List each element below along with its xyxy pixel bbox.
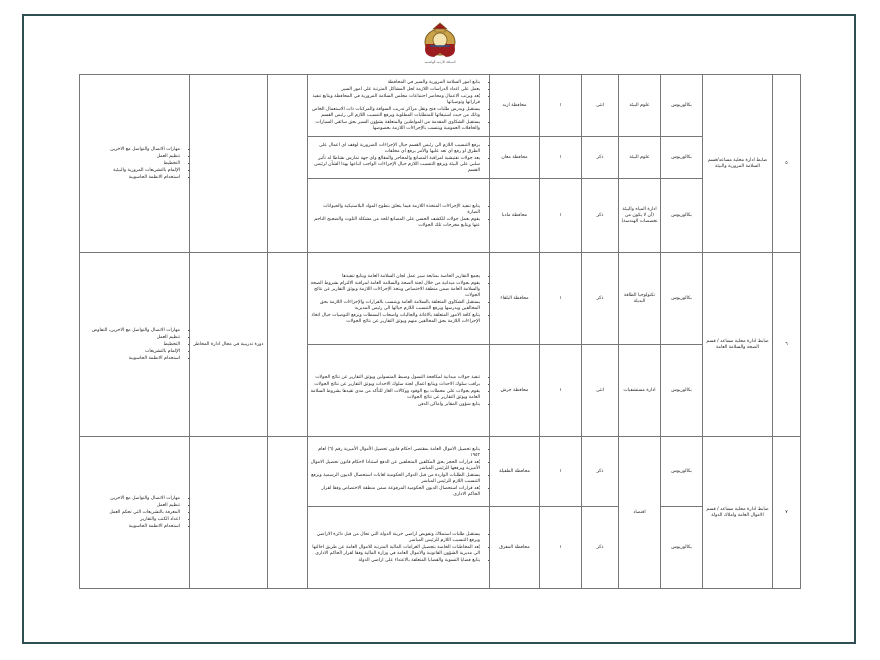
row-number: ٧ bbox=[773, 437, 801, 589]
gender: ذكر bbox=[582, 137, 619, 179]
bullet-list bbox=[310, 531, 487, 564]
list-item: • استخدام الانظمة الحاسوبية bbox=[82, 355, 180, 362]
list-item: • اعداد الكتب والتقارير bbox=[82, 516, 180, 523]
vacancy-count: ١ bbox=[540, 253, 582, 345]
list-item: • يتابع تنفيذ الإجراءات المتخذة اللازمة فيما يتعلق بتطوح المواد البلاستيكية والحيوانات الضارة bbox=[310, 203, 480, 216]
list-item: • التخطيط bbox=[82, 160, 180, 167]
list-item: • مهارات الاتصال والتواصل مع الاخرين، التفاوض bbox=[82, 327, 180, 334]
tasks-cell bbox=[308, 137, 490, 179]
tasks-cell bbox=[308, 507, 490, 589]
field-of-study: علوم البيئة bbox=[619, 75, 661, 137]
bullet-list bbox=[310, 446, 487, 498]
list-item: • يعمل على اعداد الدراسات اللازمة لحل المشاكل المترتبة على امور السير bbox=[310, 86, 480, 93]
bullet-list bbox=[82, 495, 187, 530]
training bbox=[190, 75, 268, 253]
list-item: • يُعد المخاطبات الخاصة بتحصيل الغرامات المالية المترتبة للاموال العامة عن طريق احالتها الى مديرية الشؤون القانونية والاموال العامة في وزارة المالية وفقا لقرار الحاكم الاداري bbox=[310, 544, 480, 557]
list-item: • يُعد ويرتب الاعمال ومحاضر اجتماعات مجلس السلامة المرورية في المحافظة ويتابع تنفيذ قراراتها وتوصياتها bbox=[310, 93, 480, 106]
list-item: • تنفيذ جولات ميدانية لمكافحة التسول وضبط المتسولين ويوثق التقارير عن نتائج الجولات bbox=[310, 374, 480, 381]
bullet-list bbox=[310, 142, 487, 174]
qualification: بكالوريوس bbox=[661, 437, 703, 507]
gender: ذكر bbox=[582, 437, 619, 507]
tasks-cell bbox=[308, 253, 490, 345]
list-item: • يقوم بجولات على محطات بيع الوقود ووكالات الغاز للتأكد من مدى تقيدها بشروط السلامة العامة ويوثق التقارير عن نتائج الجولات bbox=[310, 388, 480, 401]
list-item: • يتابع كافة الامور المتعلقة بالاغاثة والجاليات واصحاب البسطات ويرفع التوصيات حيال اتخاذ الإجراءات اللازمة بحق المخالفين منهم ويوثق التقارير عن نتائج الجولات bbox=[310, 312, 480, 325]
qualification: بكالوريوس bbox=[661, 345, 703, 437]
bullet-list bbox=[310, 273, 487, 325]
list-item: • يتابع شؤون المقابر واماكن الدفن bbox=[310, 401, 480, 408]
list-item: • يُعد قرارات الحجز بحق المكلفين المتخلفين عن الدفع استنادا لاحكام قانون تحصيل الاموال الأميرية ويرفعها للرئيس المباشر bbox=[310, 459, 480, 472]
list-item: • يتابع امور السلامة المرورية والسير في المحافظة bbox=[310, 79, 480, 86]
tasks-cell bbox=[308, 179, 490, 253]
list-item: • استخدام الانظمة الحاسوبية bbox=[82, 174, 180, 181]
list-item: • التخطيط bbox=[82, 341, 180, 348]
list-item: • يستقبل الشكاوى المتعلقة بالسلامة العامة ويتنسب بالقرارات والإجراءات اللازمة بحق المخالفين ويدرسها ويرفع التنسيب اللازم حيالها الى رئيس المديرية bbox=[310, 299, 480, 312]
job-table bbox=[79, 74, 801, 589]
list-item: • يُعد قرارات استحصال الديون الحكومية المرفوعة ضمن منطقة الاختصاص وفقا لقرار الحاكم الاداري bbox=[310, 485, 480, 498]
list-item: • يستقبل الشكاوى المقدمة من المواطنين والمتعلقة بشؤون السير بحق سائقي السيارات والحافلات العمومية ويتنسب بالإجراءات اللازمة بخصوصها bbox=[310, 119, 480, 132]
location: محافظة جرش bbox=[490, 345, 540, 437]
list-item: • الإلمام بالتشريعات bbox=[82, 348, 180, 355]
vacancy-count: ١ bbox=[540, 507, 582, 589]
list-item: • يستقبل ويدرس طلبات فتح ونقل مراكز تدريب السواقة والمركبات ذات الاستعمال الخاص وذلك من حيث استيفائها للمتطلبات المطلوبة ويرفع التنسيب اللازم الى رئيس القسم bbox=[310, 106, 480, 119]
list-item: • تنظيم العمل bbox=[82, 502, 180, 509]
location: محافظة البلقاء bbox=[490, 253, 540, 345]
table-row bbox=[80, 75, 801, 137]
qualification: بكالوريوس bbox=[661, 75, 703, 137]
gender: انثى bbox=[582, 75, 619, 137]
list-item: • مهارات الاتصال والتواصل مع الاخرين bbox=[82, 495, 180, 502]
job-title: ضابط ادارة محلية مساعد/قسم السلامة المرورية والبيئة bbox=[703, 75, 773, 253]
coat-of-arms-icon bbox=[418, 20, 462, 60]
empty-cell bbox=[268, 75, 308, 253]
list-item: • يستقبل طلبات استملاك وتفويض اراضي خزينة الدولة التي تحال من قبل دائرة الاراضي ويرفع التنسيب اللازم للرئيس المباشر bbox=[310, 531, 480, 544]
list-item: • يرفع التنسيب اللازم الى رئيس القسم حيال الإجراءات الضرورية لوقف اي اعمال على الطرق او رفع اي تعد عليها والأمر برفع اي مخلفات bbox=[310, 142, 480, 155]
list-item: • يستقبل الطلبات الواردة من قبل الدوائر الحكومية لغايات استحصال الديون الرسمية ويرفع التنسيب اللازم للرئيس المباشر bbox=[310, 472, 480, 485]
skills-cell bbox=[80, 253, 190, 437]
table-row bbox=[80, 437, 801, 507]
vacancy-count: ١ bbox=[540, 137, 582, 179]
job-title: ضابط ادارة محلية مساعد / قسم الصحة والسلامة العامة bbox=[703, 253, 773, 437]
gender: انثى bbox=[582, 345, 619, 437]
tasks-cell bbox=[308, 345, 490, 437]
bullet-list bbox=[82, 327, 187, 362]
qualification: بكالوريوس bbox=[661, 507, 703, 589]
list-item: • يراقب سلوك الاحداث ويتابع اعمال لجنة سلوك الاحداث ويوثق التقارير عن نتائج الجولات bbox=[310, 381, 480, 388]
row-number: ٦ bbox=[773, 253, 801, 437]
qualification: بكالوريوس bbox=[661, 137, 703, 179]
skills-cell bbox=[80, 75, 190, 253]
tasks-cell bbox=[308, 437, 490, 507]
list-item: • يعد جولات تفتيشية لمراقبة المصانع والمحاجر والمقالع واي جهة تمارس نشاطا له تأثير سلبي على البيئة ويرفع التنسيب اللازم حيال الإجراءات الواجب اتباعها بهذا الشأن لرئيس القسم bbox=[310, 155, 480, 174]
bullet-list bbox=[310, 79, 487, 132]
list-item: • تنظيم العمل bbox=[82, 153, 180, 160]
list-item: • استخدام الانظمة الحاسوبية bbox=[82, 523, 180, 530]
field-of-study: تكنولوجيا الطاقة البديلة bbox=[619, 253, 661, 345]
location: محافظة مادبا bbox=[490, 179, 540, 253]
list-item: • يتابع قضايا التسوية والقضايا المتعلقة بالاعتداء على اراضي الدولة bbox=[310, 557, 480, 564]
skills-cell bbox=[80, 437, 190, 589]
bullet-list bbox=[82, 146, 187, 181]
emblem-caption: المملكة الأردنية الهاشمية bbox=[424, 60, 456, 64]
location: محافظة الطفيلة bbox=[490, 437, 540, 507]
vacancy-count: ١ bbox=[540, 179, 582, 253]
list-item: • يجمع التقارير الخاصة بمتابعة سير عمل لجان السلامة العامة ويتابع تنفيذها bbox=[310, 273, 480, 280]
qualification: بكالوريوس bbox=[661, 253, 703, 345]
list-item: • يتابع تحصيل الاموال العامة بمقتضى احكام قانون تحصيل الأموال الأميرية رقم (٦) لعام ١٩٥٢ bbox=[310, 446, 480, 459]
location: محافظة المفرق bbox=[490, 507, 540, 589]
location: محافظة اربد bbox=[490, 75, 540, 137]
gender: ذكر bbox=[582, 507, 619, 589]
bullet-list bbox=[310, 203, 487, 229]
vacancy-count: ١ bbox=[540, 345, 582, 437]
list-item: • الإلمام بالتشريعات المرورية والبيئية bbox=[82, 167, 180, 174]
training bbox=[190, 437, 268, 589]
gender: ذكر bbox=[582, 253, 619, 345]
field-of-study: ادارة مستشفيات bbox=[619, 345, 661, 437]
field-of-study: اقتصاد bbox=[619, 437, 661, 589]
tasks-cell bbox=[308, 75, 490, 137]
list-item: • مهارات الاتصال والتواصل مع الاخرين bbox=[82, 146, 180, 153]
list-item: • يقوم بعمل جولات للكشف الحسي على المصانع للحد من مشكلة التلوث والضجيج الناجم عنها ويتابع مخرجات تلك الجولات bbox=[310, 216, 480, 229]
empty-cell bbox=[268, 253, 308, 437]
row-number: ٥ bbox=[773, 75, 801, 253]
location: محافظة معان bbox=[490, 137, 540, 179]
list-item: • يقوم بجولات ميدانية من خلال لجنة الصحة والسلامة العامة لمراقبة الالتزام بشروط الصحة والسلامة العامة ضمن منطقة الاختصاص ويتخذ الإجراءات اللازمة ويوثق التقارير عن نتائج الجولات bbox=[310, 280, 480, 299]
empty-cell bbox=[268, 437, 308, 589]
bullet-list bbox=[310, 374, 487, 408]
vacancy-count: ١ bbox=[540, 75, 582, 137]
list-item: • تنظيم العمل bbox=[82, 334, 180, 341]
list-item: • المعرفة بالتشريعات التي تحكم العمل bbox=[82, 509, 180, 516]
qualification: بكالوريوس bbox=[661, 179, 703, 253]
field-of-study: علوم البيئة bbox=[619, 137, 661, 179]
training: دورة تدريبية في مجال ادارة المخاطر bbox=[190, 253, 268, 437]
vacancy-count: ١ bbox=[540, 437, 582, 507]
table-row bbox=[80, 253, 801, 345]
job-title: ضابط ادارة محلية مساعد / قسم الاموال العامة واملاك الدولة bbox=[703, 437, 773, 589]
field-of-study: ادارة المياه والبيئة (أن لا يكون من تخصصات الهندسة) bbox=[619, 179, 661, 253]
gender: ذكر bbox=[582, 179, 619, 253]
